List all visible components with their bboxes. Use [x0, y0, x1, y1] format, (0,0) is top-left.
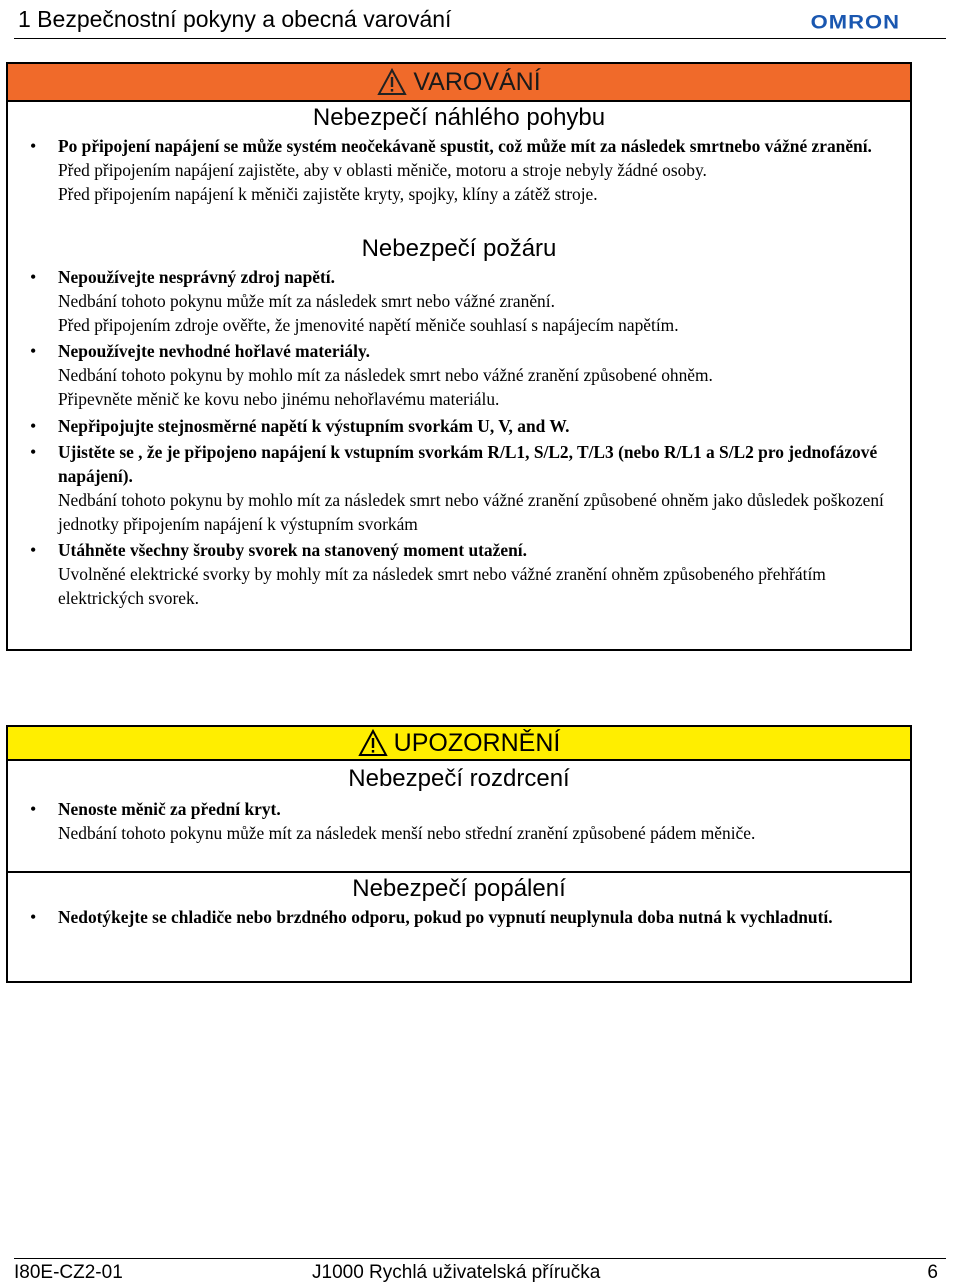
warning-banner	[8, 64, 910, 102]
caution-box	[6, 725, 912, 983]
bullet-bold-text: • Nedotýkejte se chladiče nebo brzdného odporu, pokud po vypnutí neuplynula doba nutná k vychladnutí.	[58, 907, 833, 927]
header-rule	[14, 38, 946, 39]
page-title: 1 Bezpečnostní pokyny a obecná varování	[18, 6, 452, 32]
bullet-bold-text: • Nepoužívejte nesprávný zdroj napětí.	[58, 267, 335, 287]
bullet-line: Uvolněné elektrické svorky by mohly mít za následek smrt nebo vážné zranění ohněm způsobeného přehřátím elektrických svorek.	[58, 564, 826, 608]
fire-hazard-list	[8, 265, 910, 610]
warning-banner-label: VAROVÁNÍ	[413, 67, 541, 96]
heading-burn-hazard: Nebezpečí popálení	[352, 875, 566, 902]
list-item	[8, 339, 910, 411]
bullet-bold-text: • Ujistěte se , že je připojeno napájení k vstupním svorkám R/L1, S/L2, T/L3 (nebo R/L1 a S/L2 pro jednofázové napájení).	[58, 442, 878, 486]
list-item	[8, 905, 910, 929]
bullet-bold-text: • Po připojení napájení se může systém neočekávaně spustit, což může mít za následek smrtnebo vážné zranění.	[58, 136, 872, 156]
bullet-line: Nedbání tohoto pokynu může mít za následek smrt nebo vážné zranění.	[58, 291, 555, 311]
caution-banner-label: UPOZORNĚNÍ	[393, 728, 561, 757]
bullet-bold-text: • Utáhněte všechny šrouby svorek na stanovený moment utažení.	[58, 540, 527, 560]
omron-logo: OMRON	[810, 10, 900, 33]
list-item	[8, 797, 910, 845]
heading-crush-hazard: Nebezpečí rozdrcení	[348, 765, 570, 792]
list-item	[8, 265, 910, 337]
bullet-line: Před připojením napájení k měniči zajistěte kryty, spojky, klíny a zátěž stroje.	[58, 184, 598, 204]
warning-triangle-icon	[358, 729, 388, 757]
list-item	[8, 440, 910, 536]
bullet-bold-text: • Nepoužívejte nevhodné hořlavé materiály.	[58, 341, 371, 361]
bullet-bold-text: • Nenoste měnič za přední kryt.	[58, 799, 281, 819]
bullet-line: Nedbání tohoto pokynu by mohlo mít za následek smrt nebo vážné zranění způsobené ohněm.	[58, 365, 713, 385]
footer-page-number: 6	[927, 1262, 938, 1283]
warning-box	[6, 62, 912, 651]
burn-hazard-list	[8, 905, 910, 929]
list-item	[8, 414, 910, 438]
footer-doc-title: J1000 Rychlá uživatelská příručka	[312, 1262, 601, 1283]
footer-doc-code: I80E-CZ2-01	[14, 1262, 123, 1283]
section-divider	[8, 871, 910, 873]
list-item	[8, 134, 910, 206]
heading-sudden-movement: Nebezpečí náhlého pohybu	[312, 104, 606, 131]
crush-hazard-list	[8, 797, 910, 871]
bullet-line: Před připojením zdroje ověřte, že jmenovité napětí měniče souhlasí s napájecím napětím.	[58, 315, 679, 335]
bullet-line: Před připojením napájení zajistěte, aby v oblasti měniče, motoru a stroje nebyly žádné osoby.	[58, 160, 707, 180]
sudden-movement-list	[8, 134, 910, 206]
bullet-bold-text: • Nepřipojujte stejnosměrné napětí k výstupním svorkám U, V, and W.	[58, 416, 570, 436]
list-item	[8, 538, 910, 610]
warning-triangle-icon	[377, 68, 407, 96]
heading-fire-hazard: Nebezpečí požáru	[361, 235, 557, 262]
bullet-line: Nedbání tohoto pokynu může mít za následek menší nebo střední zranění způsobené pádem měniče.	[58, 823, 756, 843]
footer-rule	[14, 1258, 946, 1259]
caution-banner	[8, 727, 910, 761]
bullet-line: Nedbání tohoto pokynu by mohlo mít za následek smrt nebo vážné zranění způsobené ohněm jako důsledek poškození jednotky připojením napájení k výstupním svorkám	[58, 490, 884, 534]
bullet-line: Připevněte měnič ke kovu nebo jinému nehořlavému materiálu.	[58, 389, 500, 409]
